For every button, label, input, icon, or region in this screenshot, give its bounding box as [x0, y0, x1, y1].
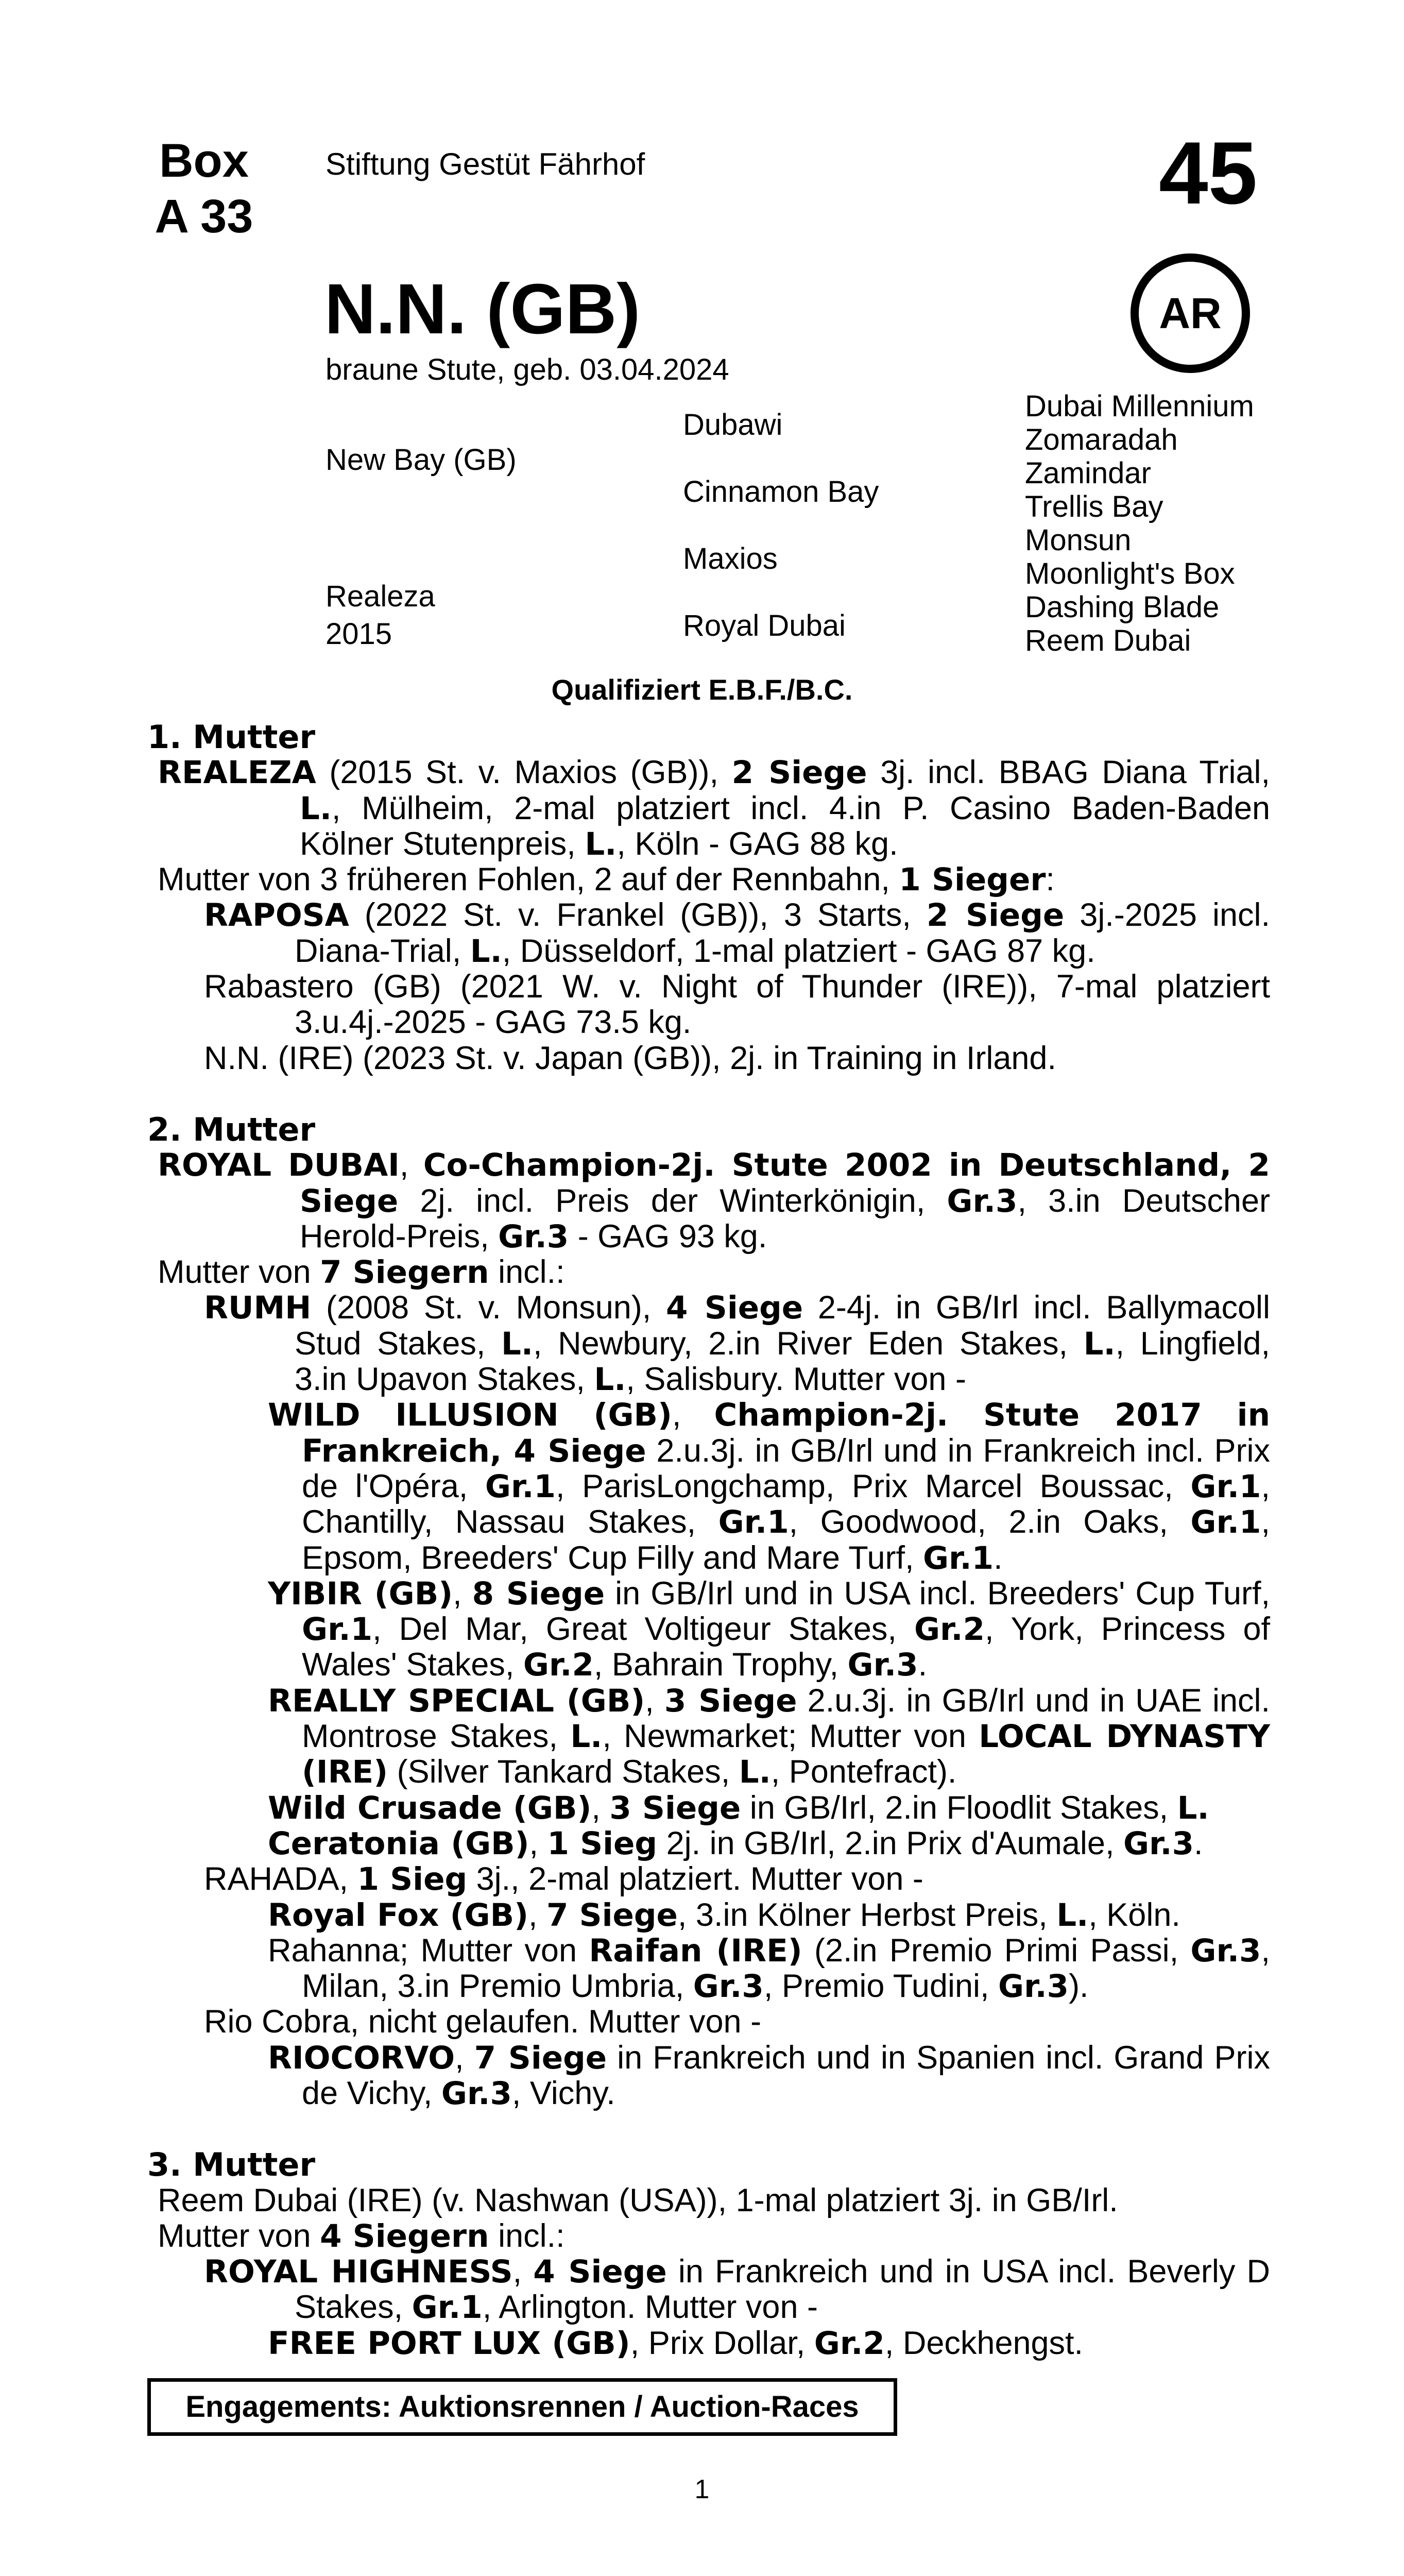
horse-name: Raifan (IRE): [589, 1932, 802, 1969]
grandproduce-entry: [147, 1826, 1270, 1861]
text: , Chantilly, Nassau Stakes,: [302, 1468, 1270, 1540]
race-grade: L.: [300, 790, 332, 827]
produce-summary: [147, 2218, 1270, 2254]
text: RAHADA,: [204, 1861, 357, 1897]
text: - GAG 93 kg.: [569, 1218, 767, 1255]
text: in GB/Irl und in USA incl. Breeders' Cup Turf,: [605, 1575, 1270, 1612]
race-grade: Gr.1: [412, 2289, 483, 2326]
text: Mutter von 3 früheren Fohlen, 2 auf der Rennbahn,: [158, 861, 899, 898]
text: , Lingfield, 3.in Upavon Stakes,: [295, 1325, 1270, 1398]
text: , Arlington. Mutter von -: [482, 2289, 818, 2326]
pedigree-sire: New Bay (GB): [326, 443, 517, 477]
race-grade: Gr.3: [693, 1968, 764, 2005]
text: 2-4j. in GB/Irl incl. Ballymacoll Stud Stakes,: [295, 1290, 1270, 1362]
box-number: A 33: [155, 190, 253, 243]
family-body: [147, 719, 1270, 2361]
grandproduce-entry: [147, 1397, 1270, 1575]
text: , 3.in Deutscher Herold-Preis,: [300, 1182, 1270, 1255]
text: ,: [591, 1789, 610, 1826]
section-title-3: 3. Mutter: [147, 2146, 316, 2184]
wins: 2 Siege: [926, 897, 1065, 934]
text: 3j.-2025 incl. Diana-Trial,: [295, 897, 1270, 969]
produce-entry: [147, 2004, 1270, 2040]
text: 2j. incl. Preis der Winterkönigin,: [398, 1182, 947, 1219]
text: .: [918, 1647, 928, 1683]
grandproduce-entry: [147, 2326, 1270, 2361]
horse-name: Royal Fox (GB): [268, 1896, 528, 1934]
horse-name: FREE PORT LUX (GB): [268, 2325, 630, 2362]
wins: 8 Siege: [472, 1575, 605, 1612]
pedigree-dam: Realeza: [326, 580, 435, 613]
box-label: Box: [159, 134, 249, 187]
grandproduce-entry: [147, 1933, 1270, 2005]
text: in GB/Irl, 2.in Floodlit Stakes,: [741, 1789, 1177, 1826]
text: (Silver Tankard Stakes,: [388, 1754, 739, 1790]
text: Rio Cobra, nicht gelaufen. Mutter von -: [204, 2004, 762, 2040]
text: , Newmarket; Mutter von: [602, 1718, 979, 1755]
race-grade: L.: [1083, 1325, 1116, 1362]
pedigree-dam-year: 2015: [326, 617, 392, 651]
text: (2008 St. v. Monsun),: [311, 1290, 666, 1326]
horse-description: braune Stute, geb. 03.04.2024: [326, 353, 729, 386]
race-grade: Gr.1: [922, 1539, 994, 1577]
race-grade: L.: [594, 1361, 626, 1398]
grandproduce-entry: [147, 2040, 1270, 2112]
text: 2.u.3j. in GB/Irl und in Frankreich incl. Prix de l'Opéra,: [302, 1432, 1270, 1504]
horse-name: YIBIR (GB): [268, 1575, 453, 1612]
pedigree-ggp: Monsun: [1025, 523, 1132, 557]
text: , Prix Dollar,: [630, 2325, 814, 2361]
wins: 4 Siege: [665, 1290, 803, 1327]
race-grade: L.: [501, 1325, 534, 1362]
race-grade: Gr.3: [1123, 1825, 1194, 1862]
race-grade: Gr.1: [485, 1468, 556, 1505]
dam-name: ROYAL DUBAI: [158, 1147, 400, 1184]
owner: Stiftung Gestüt Fährhof: [326, 147, 645, 181]
text: incl.:: [489, 2217, 565, 2254]
race-grade: Gr.1: [302, 1611, 373, 1648]
race-grade: Gr.3: [498, 1218, 569, 1255]
text: incl.:: [489, 1254, 565, 1291]
text: , Vichy.: [511, 2075, 615, 2111]
race-grade: L.: [570, 1718, 603, 1755]
spacer: [147, 1076, 1270, 1112]
text: , Köln.: [1088, 1896, 1180, 1933]
text: Rahanna; Mutter von: [268, 1932, 589, 1969]
winners: 1 Sieger: [899, 861, 1046, 899]
text: ,: [528, 1896, 546, 1933]
text: , Bahrain Trophy,: [593, 1647, 848, 1683]
produce-entry: [147, 2254, 1270, 2326]
horse-name: N.N. (GB): [324, 269, 641, 349]
text: (2022 St. v. Frankel (GB)), 3 Starts,: [349, 897, 927, 934]
text: in Frankreich und in Spanien incl. Grand Prix de Vichy,: [302, 2039, 1270, 2111]
horse-name: RUMH: [204, 1290, 312, 1327]
dam-entry: [147, 2183, 1270, 2218]
lot-number: 45: [1159, 124, 1258, 223]
text: N.N. (IRE) (2023 St. v. Japan (GB)), 2j. in Training in Irland.: [204, 1040, 1056, 1076]
produce-entry: [147, 969, 1270, 1041]
grandproduce-entry: [147, 1683, 1270, 1790]
race-grade: Gr.2: [523, 1647, 594, 1684]
text: ,: [512, 2253, 534, 2290]
pedigree-ggp: Reem Dubai: [1025, 624, 1191, 657]
pedigree-ggp: Dashing Blade: [1025, 590, 1220, 624]
ar-badge: AR: [1131, 253, 1250, 373]
produce-entry: [147, 1041, 1270, 1076]
pedigree-grandparent: Cinnamon Bay: [683, 475, 879, 509]
page-number: 1: [694, 2475, 710, 2504]
text: , Düsseldorf, 1-mal platziert - GAG 87 kg.: [502, 933, 1095, 969]
race-grade: Gr.3: [998, 1968, 1069, 2005]
box-info: [152, 133, 255, 244]
race-grade: Gr.2: [814, 2325, 885, 2362]
produce-entry: [147, 897, 1270, 969]
text: (2015 St. v. Maxios (GB)),: [316, 754, 732, 791]
pedigree-ggp: Zomaradah: [1025, 423, 1178, 456]
text: .: [994, 1539, 1003, 1576]
race-grade: Gr.1: [1190, 1468, 1261, 1505]
text: , Del Mar, Great Voltigeur Stakes,: [372, 1611, 914, 1648]
wins: 7 Siege: [474, 2039, 607, 2076]
text: in Frankreich und in USA incl. Beverly D Stakes,: [295, 2253, 1270, 2326]
text: ,: [529, 1825, 547, 1861]
produce-summary: [147, 1255, 1270, 1290]
text: :: [1046, 861, 1055, 898]
pedigree-grandparent: Maxios: [683, 542, 778, 575]
horse-name: RIOCORVO: [268, 2039, 455, 2076]
horse-name: RAPOSA: [204, 897, 349, 934]
wins: 2 Siege: [731, 754, 867, 791]
qualification: Qualifiziert E.B.F./B.C.: [551, 673, 853, 706]
engagements-box: Engagements: Auktionsrennen / Auction-Races: [147, 2378, 897, 2436]
race-grade: Gr.3: [847, 1647, 918, 1684]
text: , Goodwood, 2.in Oaks,: [789, 1504, 1191, 1540]
text: ,: [455, 2039, 474, 2076]
text: .: [1194, 1825, 1203, 1861]
text: ,: [453, 1575, 472, 1612]
race-grade: Gr.3: [1190, 1932, 1261, 1969]
wins: 3 Siege: [609, 1789, 741, 1826]
text: , York, Princess of Wales' Stakes,: [302, 1611, 1271, 1683]
horse-name: ROYAL HIGHNESS: [204, 2253, 513, 2291]
wins: 4 Siege: [533, 2253, 667, 2291]
grandproduce-entry: [147, 1897, 1270, 1933]
text: 2j. in GB/Irl, 2.in Prix d'Aumale,: [657, 1825, 1123, 1861]
race-grade: Gr.2: [914, 1611, 985, 1648]
text: , Salisbury. Mutter von -: [626, 1361, 966, 1398]
spacer: [147, 2111, 1270, 2147]
pedigree-ggp: Dubai Millennium: [1025, 389, 1254, 423]
horse-name: Wild Crusade (GB): [268, 1789, 592, 1826]
text: Reem Dubai (IRE) (v. Nashwan (USA)), 1-mal platziert 3j. in GB/Irl.: [158, 2182, 1118, 2218]
honours: Co-Champion-2j. Stute 2002 in Deutschland, 2 Siege: [300, 1147, 1270, 1219]
text: 3j., 2-mal platziert. Mutter von -: [467, 1861, 923, 1897]
produce-summary: [147, 862, 1270, 897]
wins: 3 Siege: [664, 1682, 797, 1719]
race-grade: L.: [1056, 1896, 1089, 1934]
text: , Milan, 3.in Premio Umbria,: [302, 1932, 1270, 2005]
race-grade: L.: [1177, 1789, 1209, 1826]
horse-name: REALLY SPECIAL (GB): [268, 1682, 645, 1719]
pedigree-ggp: Zamindar: [1025, 456, 1151, 490]
pedigree-grandparent: Royal Dubai: [683, 609, 846, 642]
dam-name: REALEZA: [158, 754, 316, 791]
text: Mutter von: [158, 1254, 320, 1291]
text: , Premio Tudini,: [763, 1968, 998, 2005]
horse-name: Ceratonia (GB): [268, 1825, 529, 1862]
pedigree-grandparent: Dubawi: [683, 408, 783, 442]
text: , Pontefract).: [771, 1754, 957, 1790]
race-grade: Gr.3: [441, 2075, 512, 2112]
text: , Köln - GAG 88 kg.: [617, 825, 898, 862]
grandproduce-entry: [147, 1790, 1270, 1826]
text: (2.in Premio Primi Passi,: [802, 1932, 1191, 1969]
produce-entry: [147, 1861, 1270, 1897]
wins: 1 Sieg: [547, 1825, 658, 1862]
text: , ParisLongchamp, Prix Marcel Boussac,: [555, 1468, 1191, 1504]
section-title-2: 2. Mutter: [147, 1110, 316, 1148]
text: Mutter von: [158, 2217, 320, 2254]
text: Rabastero (GB) (2021 W. v. Night of Thunder (IRE)), 7-mal platziert 3.u.4j.-2025 - GAG 73.5 kg.: [204, 969, 1270, 1041]
dam-entry: [147, 755, 1270, 862]
race-grade: L.: [470, 933, 502, 970]
text: , Mülheim, 2-mal platziert incl. 4.in P. Casino Baden-Baden Kölner Stutenpreis,: [300, 790, 1270, 862]
section-title-1: 1. Mutter: [147, 718, 316, 756]
winners: 7 Siegern: [320, 1254, 489, 1291]
horse-name: LOCAL DYNASTY (IRE): [302, 1718, 1270, 1791]
text: ,: [399, 1147, 423, 1183]
pedigree-ggp: Trellis Bay: [1025, 490, 1163, 523]
dam-entry: [147, 1147, 1270, 1255]
produce-entry: [147, 1290, 1270, 1397]
honours: Champion-2j. Stute 2017 in Frankreich, 4 Siege: [302, 1397, 1270, 1469]
wins: 1 Sieg: [357, 1861, 468, 1898]
race-grade: L.: [585, 825, 617, 862]
text: , Epsom, Breeders' Cup Filly and Mare Turf,: [302, 1504, 1270, 1576]
race-grade: L.: [739, 1754, 771, 1791]
race-grade: Gr.1: [1190, 1504, 1261, 1541]
wins: 7 Siege: [546, 1896, 678, 1934]
grandproduce-entry: [147, 1576, 1270, 1683]
text: 3j. incl. BBAG Diana Trial,: [867, 754, 1270, 791]
text: 2.u.3j. in GB/Irl und in UAE incl. Montrose Stakes,: [302, 1682, 1270, 1755]
race-grade: Gr.1: [718, 1504, 789, 1541]
text: , Newbury, 2.in River Eden Stakes,: [533, 1325, 1084, 1362]
text: ).: [1069, 1968, 1089, 2005]
text: ,: [645, 1682, 664, 1719]
winners: 4 Siegern: [320, 2217, 489, 2255]
text: , Deckhengst.: [884, 2325, 1084, 2361]
race-grade: Gr.3: [947, 1182, 1018, 1219]
text: ,: [672, 1397, 714, 1433]
text: , 3.in Kölner Herbst Preis,: [677, 1896, 1057, 1933]
pedigree-ggp: Moonlight's Box: [1025, 557, 1235, 590]
horse-name: WILD ILLUSION (GB): [268, 1397, 672, 1434]
